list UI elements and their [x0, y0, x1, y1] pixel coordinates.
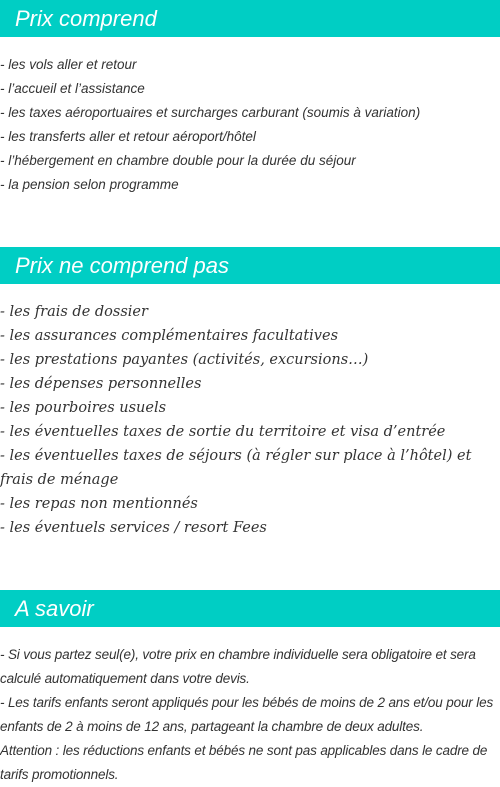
section-title: A savoir	[15, 595, 94, 621]
list-item: - les dépenses personnelles	[0, 376, 202, 392]
list-item: - les repas non mentionnés	[0, 496, 198, 512]
list-item: - les éventuelles taxes de séjours (à régler sur place à l’hôtel) et frais de ménage	[0, 448, 472, 488]
list-item: - Si vous partez seul(e), votre prix en chambre individuelle sera obligatoire et sera calculé automatiquement dans votre devis.	[0, 647, 476, 686]
list-item: - les éventuelles taxes de sortie du territoire et visa d’entrée	[0, 424, 446, 440]
good-to-know-list	[0, 643, 500, 787]
section-title: Prix comprend	[15, 5, 157, 31]
list-item: - les vols aller et retour	[0, 57, 137, 72]
included-list	[0, 53, 500, 197]
list-item: - les frais de dossier	[0, 304, 148, 320]
list-item: - l’accueil et l’assistance	[0, 81, 145, 96]
list-item: - l’hébergement en chambre double pour la durée du séjour	[0, 153, 356, 168]
section-header-prix-ne-comprend-pas	[0, 247, 500, 284]
section-title: Prix ne comprend pas	[15, 252, 229, 278]
list-item: - Les tarifs enfants seront appliqués pour les bébés de moins de 2 ans et/ou pour les enfants de 2 à moins de 12 ans, partageant la chambre de deux adultes.	[0, 695, 494, 734]
not-included-list	[0, 300, 500, 540]
list-item: - les prestations payantes (activités, excursions…)	[0, 352, 369, 368]
list-item: - la pension selon programme	[0, 177, 179, 192]
list-item: - les éventuels services / resort Fees	[0, 520, 267, 536]
list-item: - les assurances complémentaires facultatives	[0, 328, 339, 344]
list-item: - les transferts aller et retour aéroport/hôtel	[0, 129, 256, 144]
section-header-a-savoir	[0, 590, 500, 627]
list-item: - les pourboires usuels	[0, 400, 167, 416]
list-item: Attention : les réductions enfants et bébés ne sont pas applicables dans le cadre de tarifs promotionnels.	[0, 743, 488, 782]
section-header-prix-comprend	[0, 0, 500, 37]
list-item: - les taxes aéroportuaires et surcharges carburant (soumis à variation)	[0, 105, 421, 120]
